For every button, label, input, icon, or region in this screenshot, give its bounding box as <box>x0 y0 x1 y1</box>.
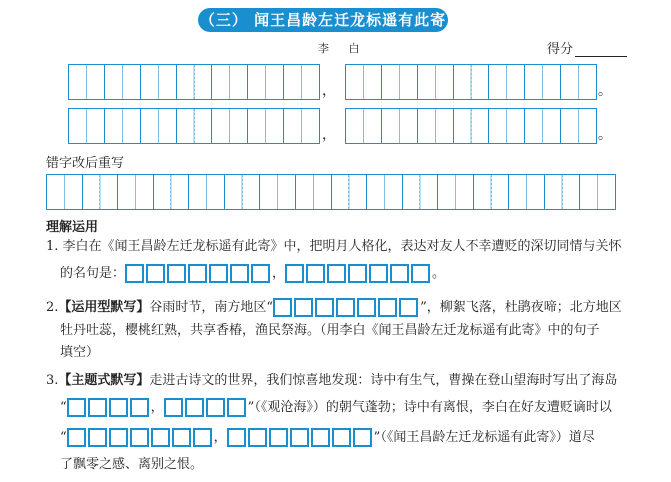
question-1-line1: 1. 李白在《闻王昌龄左迁龙标遥有此寄》中，把明月人格化，表达对友人不幸遭贬的深切同情与关怀 <box>46 239 622 254</box>
period-mark: 。 <box>598 83 612 99</box>
comma-mark: ， <box>322 127 336 143</box>
score-field <box>547 38 627 57</box>
answer-boxes[interactable] <box>67 398 151 417</box>
question-2-line1 <box>46 298 622 317</box>
score-blank[interactable] <box>575 43 627 57</box>
quote-open: “ <box>60 430 67 445</box>
question-3-text: 走进古诗文的世界，我们惊喜地发现：诗中有生气，曹操在登山望海时写出了海岛 <box>149 373 618 388</box>
writing-grid-row1-left[interactable] <box>68 64 320 100</box>
question-1-line2 <box>60 264 445 283</box>
answer-boxes[interactable] <box>164 398 248 417</box>
section-title-banner: （三） 闻王昌龄左迁龙标遥有此寄 <box>198 8 448 32</box>
comma-mark: ， <box>322 83 336 99</box>
answer-boxes[interactable] <box>125 264 272 283</box>
writing-grid-row1-right[interactable] <box>345 64 597 100</box>
question-3-tag: 【主题式默写】 <box>58 373 150 388</box>
question-3-number: 3. <box>46 373 59 388</box>
poem-author: 李 白 <box>318 42 368 55</box>
question-3-line3-post: ”（《闻王昌龄左迁龙标遥有此寄》）道尽 <box>373 430 595 445</box>
writing-grid-row2-left[interactable] <box>68 108 320 144</box>
quote-open: “ <box>60 400 67 415</box>
section-heading: 理解运用 <box>46 220 99 235</box>
answer-boxes[interactable] <box>227 428 374 447</box>
question-1-prefix: 的名句是： <box>60 266 126 281</box>
question-2-post: ”，柳絮飞落，杜鹃夜啼；北方地区 <box>420 300 622 315</box>
question-2-number: 2. <box>46 300 59 315</box>
question-3-line3 <box>60 428 595 447</box>
question-3-comma: ， <box>213 430 227 445</box>
question-3-line1 <box>46 372 617 390</box>
question-3-line2-post: ”（《观沧海》）的朝气蓬勃；诗中有离恨，李白在好友遭贬谪时以 <box>247 400 612 415</box>
correction-label: 错字改后重写 <box>46 156 125 171</box>
question-2-line3: 填空） <box>60 345 100 360</box>
answer-boxes[interactable] <box>67 428 214 447</box>
score-label: 得分 <box>547 42 574 57</box>
question-2-pre: 谷雨时节，南方地区“ <box>149 300 274 315</box>
writing-grid-row2-right[interactable] <box>345 108 597 144</box>
period-mark: 。 <box>598 127 612 143</box>
answer-boxes[interactable] <box>273 298 420 317</box>
question-3-comma: ， <box>150 400 164 415</box>
question-2-line2: 牡丹吐蕊，樱桃红熟，共享香椿，渔民祭海。（用李白《闻王昌龄左迁龙标遥有此寄》中的句子 <box>60 323 600 338</box>
question-3-line2 <box>60 398 612 417</box>
question-1-end: 。 <box>432 266 446 281</box>
correction-grid[interactable] <box>46 174 616 210</box>
question-2-tag: 【运用型默写】 <box>58 300 150 315</box>
answer-boxes[interactable] <box>285 264 432 283</box>
question-3-line4: 了飘零之感、离别之恨。 <box>60 457 204 472</box>
question-1-comma: ， <box>272 266 286 281</box>
